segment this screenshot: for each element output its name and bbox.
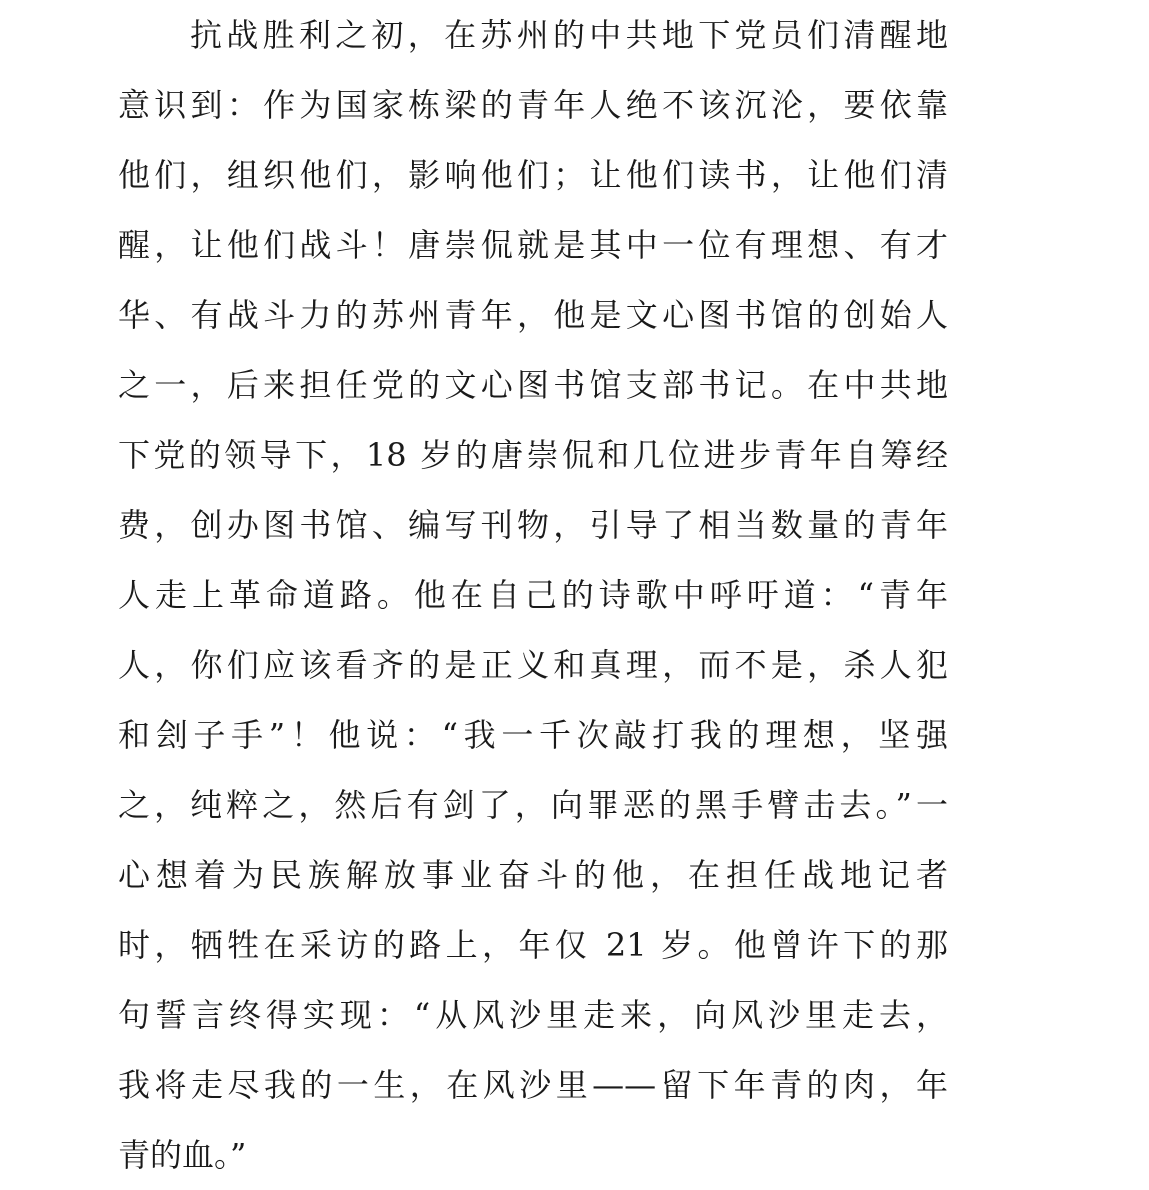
- paragraph: [118, 0, 948, 1190]
- text-line-14: 时，牺牲在采访的路上，年仅 21 岁。他曾许下的那: [118, 926, 948, 964]
- text-line-11: 和刽子手”！他说：“我一千次敲打我的理想，坚强: [118, 716, 948, 754]
- text-line-8: 费，创办图书馆、编写刊物，引导了相当数量的青年: [118, 506, 948, 544]
- text-line-9: 人走上革命道路。他在自己的诗歌中呼吁道：“青年: [118, 576, 948, 614]
- text-line-10: 人，你们应该看齐的是正义和真理，而不是，杀人犯: [118, 646, 948, 684]
- text-line-15: 句誓言终得实现：“从风沙里走来，向风沙里走去，: [118, 996, 948, 1034]
- text-line-4: 醒，让他们战斗！唐崇侃就是其中一位有理想、有才: [118, 226, 948, 264]
- text-line-5: 华、有战斗力的苏州青年，他是文心图书馆的创始人: [118, 296, 948, 334]
- text-line-7: 下党的领导下，18 岁的唐崇侃和几位进步青年自筹经: [118, 436, 948, 474]
- text-line-12: 之，纯粹之，然后有剑了，向罪恶的黑手臂击去。”一: [118, 786, 948, 824]
- text-line-6: 之一，后来担任党的文心图书馆支部书记。在中共地: [118, 366, 948, 404]
- text-line-3: 他们，组织他们，影响他们；让他们读书，让他们清: [118, 156, 948, 194]
- text-line-16: 我将走尽我的一生，在风沙里——留下年青的肉，年: [118, 1066, 948, 1104]
- text-line-13: 心想着为民族解放事业奋斗的他，在担任战地记者: [118, 856, 948, 894]
- text-line-2: 意识到：作为国家栋梁的青年人绝不该沉沦，要依靠: [118, 86, 948, 124]
- text-line-1: 抗战胜利之初，在苏州的中共地下党员们清醒地: [190, 16, 948, 54]
- text-line-17: 青的血。”: [118, 1136, 247, 1174]
